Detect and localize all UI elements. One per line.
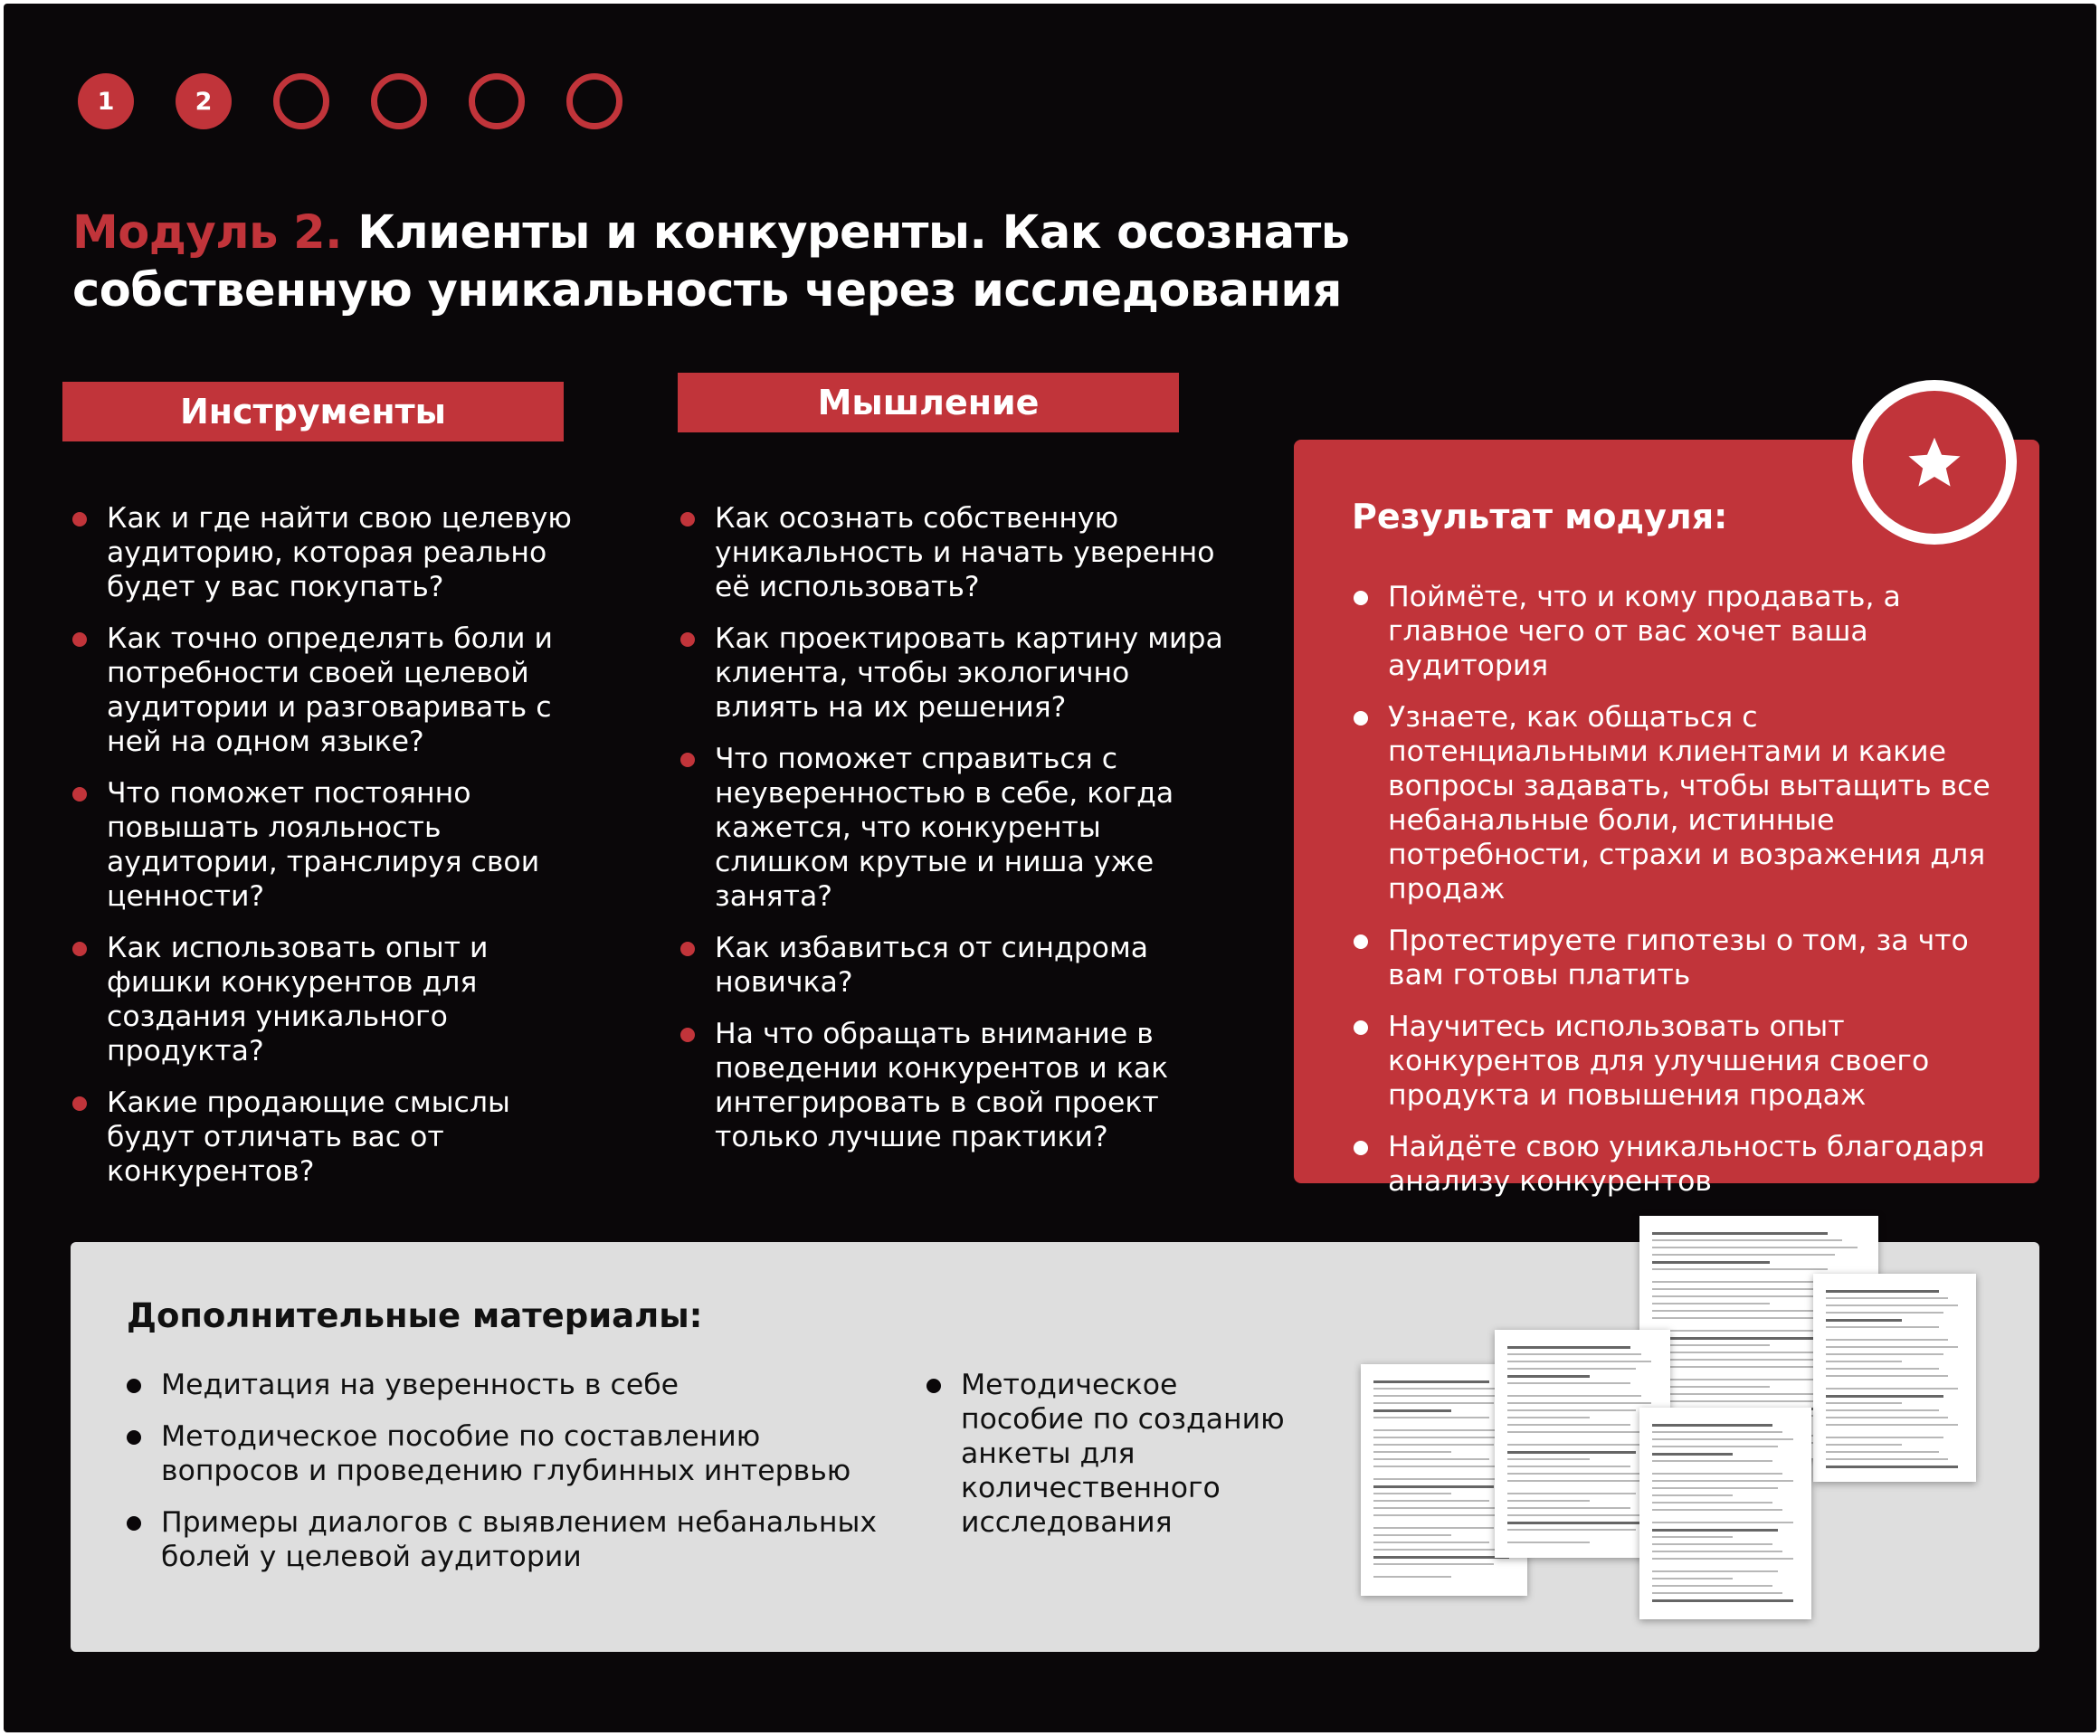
bullet-icon xyxy=(72,1096,87,1111)
title-line-2: собственную уникальность через исследования xyxy=(72,264,1342,318)
module-slide xyxy=(4,4,2096,1732)
mindset-list xyxy=(680,501,1223,1154)
list-item: Что поможет постоянно повышать лояльность аудитории, транслируя свои ценности? xyxy=(72,776,597,914)
bullet-icon xyxy=(127,1379,141,1393)
list-item[interactable]: Примеры диалогов с выявлением небанальных болей у целевой аудитории xyxy=(127,1505,887,1574)
bullet-icon xyxy=(1354,1020,1368,1035)
list-item: Как проектировать картину мира клиента, чтобы экологично влиять на их решения? xyxy=(680,621,1223,725)
bullet-icon xyxy=(680,632,695,647)
result-list xyxy=(1354,580,2014,1199)
bullet-icon xyxy=(680,753,695,767)
step-2[interactable]: 2 xyxy=(176,73,232,129)
list-item: Как избавиться от синдрома новичка? xyxy=(680,931,1223,1000)
list-item: Поймёте, что и кому продавать, а главное чего от вас хочет ваша аудитория xyxy=(1354,580,2014,683)
bullet-icon xyxy=(1354,591,1368,605)
star-icon xyxy=(1905,433,1963,491)
materials-list-right xyxy=(926,1368,1288,1540)
step-1[interactable]: 1 xyxy=(78,73,134,129)
bullet-icon xyxy=(1354,711,1368,726)
list-item: Как и где найти свою целевую аудиторию, которая реально будет у вас покупать? xyxy=(72,501,597,604)
list-item: Узнаете, как общаться с потенциальными клиентами и какие вопросы задавать, чтобы вытащить все небанальные боли, истинные потребности, страхи и возражения для продаж xyxy=(1354,700,2014,906)
step-5[interactable] xyxy=(469,73,525,129)
step-4[interactable] xyxy=(371,73,427,129)
list-item: Как точно определять боли и потребности своей целевой аудитории и разговаривать с ней на одном языке? xyxy=(72,621,597,759)
step-indicator xyxy=(78,73,622,129)
bullet-icon xyxy=(127,1516,141,1531)
bullet-icon xyxy=(72,632,87,647)
list-item[interactable]: Методическое пособие по созданию анкеты для количественного исследования xyxy=(926,1368,1288,1540)
list-item: Что поможет справиться с неуверенностью в себе, когда кажется, что конкуренты слишком крутые и ниша уже занята? xyxy=(680,742,1223,914)
document-page-thumbnail xyxy=(1813,1274,1976,1482)
result-heading: Результат модуля: xyxy=(1352,497,1728,536)
page-title xyxy=(72,204,1430,320)
list-item: Найдёте свою уникальность благодаря анализу конкурентов xyxy=(1354,1130,2014,1199)
list-item[interactable]: Методическое пособие по составлению вопросов и проведению глубинных интервью xyxy=(127,1419,887,1488)
bullet-icon xyxy=(680,512,695,526)
bullet-icon xyxy=(1354,934,1368,949)
title-line-1: Клиенты и конкуренты. Как осознать xyxy=(357,206,1350,260)
tools-heading: Инструменты xyxy=(62,382,564,441)
list-item: Протестируете гипотезы о том, за что вам готовы платить xyxy=(1354,924,2014,992)
materials-list-left xyxy=(127,1368,887,1574)
list-item: Какие продающие смыслы будут отличать вас от конкурентов? xyxy=(72,1086,597,1189)
step-3[interactable] xyxy=(273,73,329,129)
module-number: Модуль 2. xyxy=(72,206,342,260)
bullet-icon xyxy=(680,942,695,956)
bullet-icon xyxy=(926,1379,941,1393)
list-item[interactable]: Медитация на уверенность в себе xyxy=(127,1368,887,1402)
document-page-thumbnail xyxy=(1639,1408,1811,1619)
tools-list xyxy=(72,501,597,1189)
list-item: На что обращать внимание в поведении конкурентов и как интегрировать в свой проект только лучшие практики? xyxy=(680,1017,1223,1154)
bullet-icon xyxy=(72,787,87,802)
materials-heading: Дополнительные материалы: xyxy=(127,1296,703,1335)
bullet-icon xyxy=(72,512,87,526)
bullet-icon xyxy=(127,1430,141,1445)
list-item: Научитесь использовать опыт конкурентов для улучшения своего продукта и повышения продаж xyxy=(1354,1010,2014,1113)
step-6[interactable] xyxy=(566,73,622,129)
mindset-heading: Мышление xyxy=(678,373,1179,432)
list-item: Как использовать опыт и фишки конкурентов для создания уникального продукта? xyxy=(72,931,597,1068)
list-item: Как осознать собственную уникальность и начать уверенно её использовать? xyxy=(680,501,1223,604)
bullet-icon xyxy=(680,1028,695,1042)
bullet-icon xyxy=(1354,1141,1368,1155)
result-badge xyxy=(1852,380,2017,545)
bullet-icon xyxy=(72,942,87,956)
